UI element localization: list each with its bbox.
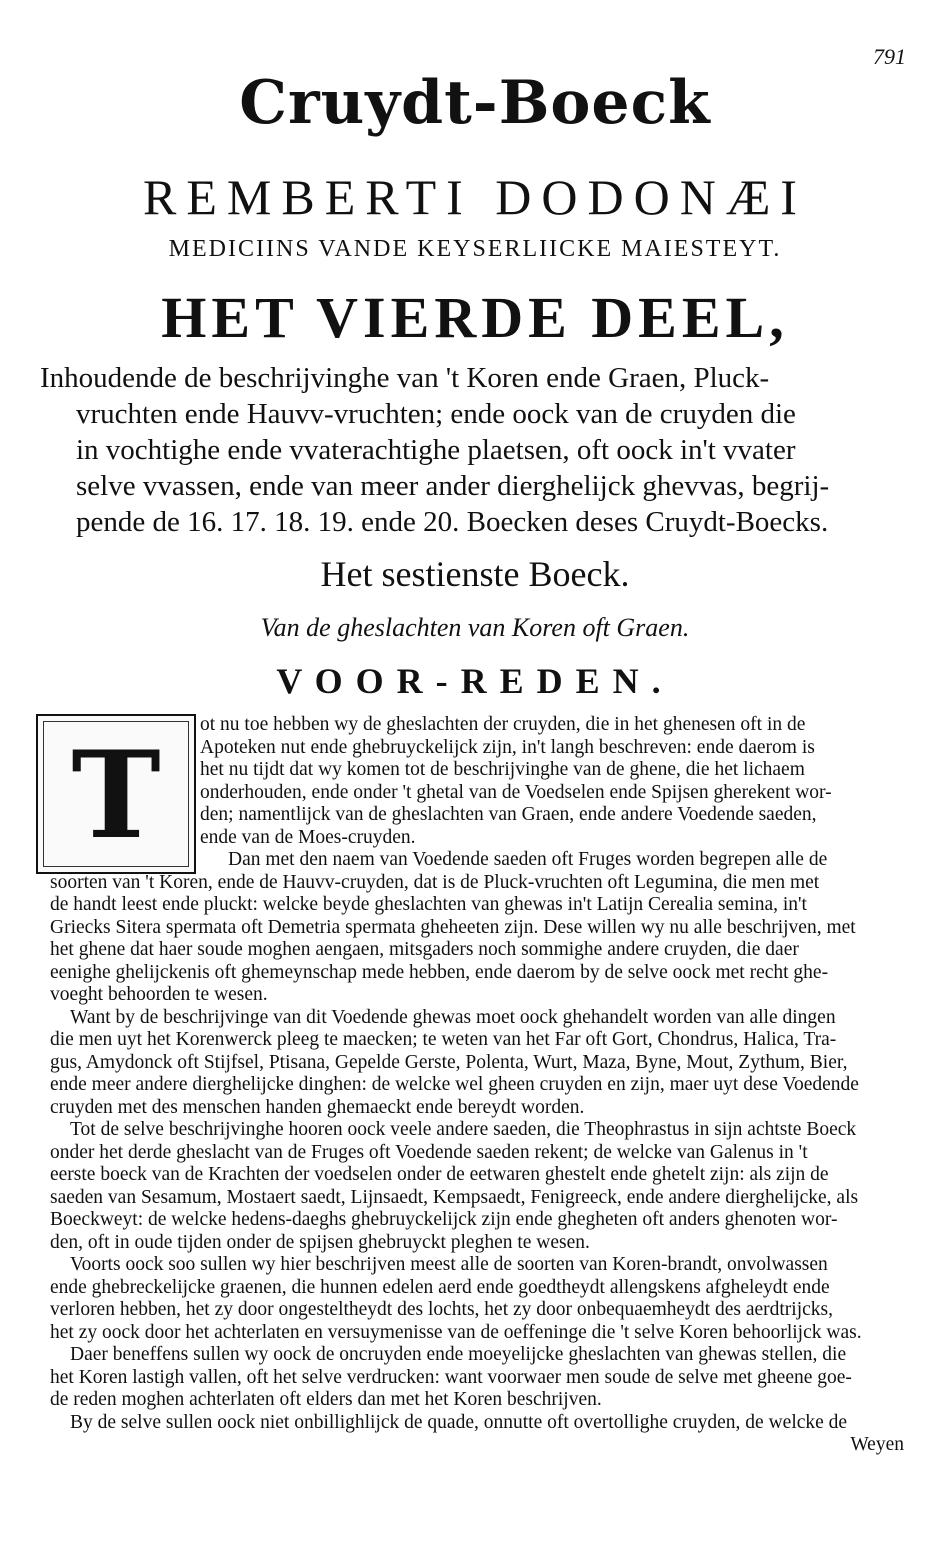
body-line: Weyen <box>850 1434 904 1455</box>
body-line: het Koren lastigh vallen, oft het selve verdrucken: want voorwaer men soude de selve met gheene goe- <box>50 1366 852 1388</box>
page-number: 791 <box>873 44 906 69</box>
body-line: de reden moghen achterlaten oft elders dan met het Koren beschrijven. <box>50 1389 602 1410</box>
body-line: voeght behoorden te wesen. <box>50 984 268 1005</box>
body-line: den, oft in oude tijden onder de spijsen ghebruyckt pleghen te wesen. <box>50 1231 590 1253</box>
description-line: pende de 16. 17. 18. 19. ende 20. Boecken deses Cruydt-Boecks. <box>76 506 829 538</box>
body-line: Apoteken nut ende ghebruyckelijck zijn, in't langh beschreven: ende daerom is <box>200 736 815 758</box>
body-line: onderhouden, ende onder 't ghetal van de Voedselen ende Spijsen gherekent wor- <box>200 781 832 803</box>
section-heading: VOOR-REDEN. <box>276 661 674 701</box>
body-line: Daer beneffens sullen wy oock de oncruyden ende moeyelijcke gheslachten van ghewas stellen, die <box>70 1344 847 1365</box>
body-line: Boeckweyt: de welcke hedens-daeghs ghebruyckelijck zijn ende ghegheten oft anders ghenoten wor- <box>50 1209 838 1230</box>
body-line: Voorts oock soo sullen wy hier beschrijven meest alle de soorten van Koren-brandt, onvolwassen <box>70 1254 828 1275</box>
body-line: Griecks Sitera spermata oft Demetria spermata gheheeten zijn. Dese willen wy nu alle beschrijven, met <box>50 916 856 938</box>
body-line: verloren hebben, het zy door ongesteltheydt des lochts, het zy door onbequaemheydt des aerdtrijcks, <box>50 1299 834 1320</box>
author-title: MEDICIINS VANDE KEYSERLIICKE MAIESTEYT. <box>168 236 782 262</box>
body-line: den; namentlijck van de gheslachten van Graen, ende andere Voedende saeden, <box>200 804 817 825</box>
body-line: ende van de Moes-cruyden. <box>200 826 416 848</box>
description-line: in vochtighe ende vvaterachtighe plaetsen, oft oock in't vvater <box>76 434 796 466</box>
body-line: ende meer andere dierghelijcke dinghen: de welcke wel gheen cruyden en zijn, maer uyt dese Voedende <box>50 1074 859 1095</box>
book-title-blackletter: Cruydt-Boeck <box>239 68 711 138</box>
body-line: eerste boeck van de Krachten der voedselen onder de eetwaren ghestelt ende ghetelt zijn: als zijn de <box>50 1164 829 1185</box>
drop-cap-letter: T <box>71 725 161 866</box>
description-line: selve vvassen, ende van meer ander dierghelijck ghevvas, begrij- <box>76 470 830 502</box>
description-line: vruchten ende Hauvv-vruchten; ende oock van de cruyden die <box>76 398 796 430</box>
body-text <box>0 714 950 1457</box>
body-line: By de selve sullen oock niet onbillighlijck de quade, onnutte oft overtollighe cruyden, de welcke de <box>70 1411 848 1433</box>
part-description <box>40 360 910 540</box>
body-line: die men uyt het Korenwerck pleeg te maecken; te weten van het Far oft Gort, Chondrus, Halica, Tra- <box>50 1029 837 1050</box>
body-line: cruyden met des menschen handen ghemaeckt ende bereydt worden. <box>50 1096 585 1118</box>
body-line: eenighe ghelijckenis oft ghemeynschap mede hebben, ende daerom by de selve oock met recht ghe- <box>50 961 829 983</box>
book-subheading: Van de gheslachten van Koren oft Graen. <box>260 613 690 642</box>
body-line: gus, Amydonck oft Stijfsel, Ptisana, Gepelde Gerste, Polenta, Wurt, Maza, Byne, Mout, Zythum, Bier, <box>50 1051 848 1073</box>
body-line: het nu tijdt dat wy komen tot de beschrijvinghe van de ghene, die het lichaem <box>200 759 805 780</box>
body-line: Tot de selve beschrijvinghe hooren oock veele andere saeden, die Theophrastus in sijn achtste Boeck <box>70 1119 857 1140</box>
book-heading: Het sestienste Boeck. <box>320 554 630 594</box>
description-line: Inhoudende de beschrijvinghe van 't Koren ende Graen, Pluck- <box>40 362 770 394</box>
body-line: onder het derde gheslacht van de Fruges oft Voedende saeden rekent; de welcke van Galenus in 't <box>50 1141 808 1163</box>
body-line: soorten van 't Koren, ende de Hauvv-cruyden, dat is de Pluck-vruchten oft Legumina, die men met <box>50 871 820 893</box>
body-line: ende ghebreckelijcke graenen, die hunnen edelen aerd ende goedtheydt allengskens afgheleydt ende <box>50 1276 830 1298</box>
body-line: Want by de beschrijvinge van dit Voedende ghewas moet oock ghehandelt worden van alle dingen <box>70 1006 836 1028</box>
part-heading: HET VIERDE DEEL, <box>161 285 789 350</box>
body-line: saeden van Sesamum, Mostaert saedt, Lijnsaedt, Kempsaedt, Fenigreeck, ende andere dierghelijcke, als <box>50 1186 859 1208</box>
body-line: ot nu toe hebben wy de gheslachten der cruyden, die in het ghenesen oft in de <box>200 714 806 735</box>
body-line: de handt leest ende pluckt: welcke beyde gheslachten van ghewas in't Latijn Cerealia semina, in't <box>50 894 807 915</box>
body-line: Dan met den naem van Voedende saeden oft Fruges worden begrepen alle de <box>228 849 828 870</box>
body-line: het zy oock door het achterlaten en versuymenisse van de oeffeninge die 't selve Koren behoorlijck was. <box>50 1321 862 1343</box>
author-name: REMBERTI DODONÆI <box>143 169 807 225</box>
body-line: het ghene dat haer soude moghen aengaen, mitsgaders noch sommighe andere cruyden, die daer <box>50 939 799 960</box>
